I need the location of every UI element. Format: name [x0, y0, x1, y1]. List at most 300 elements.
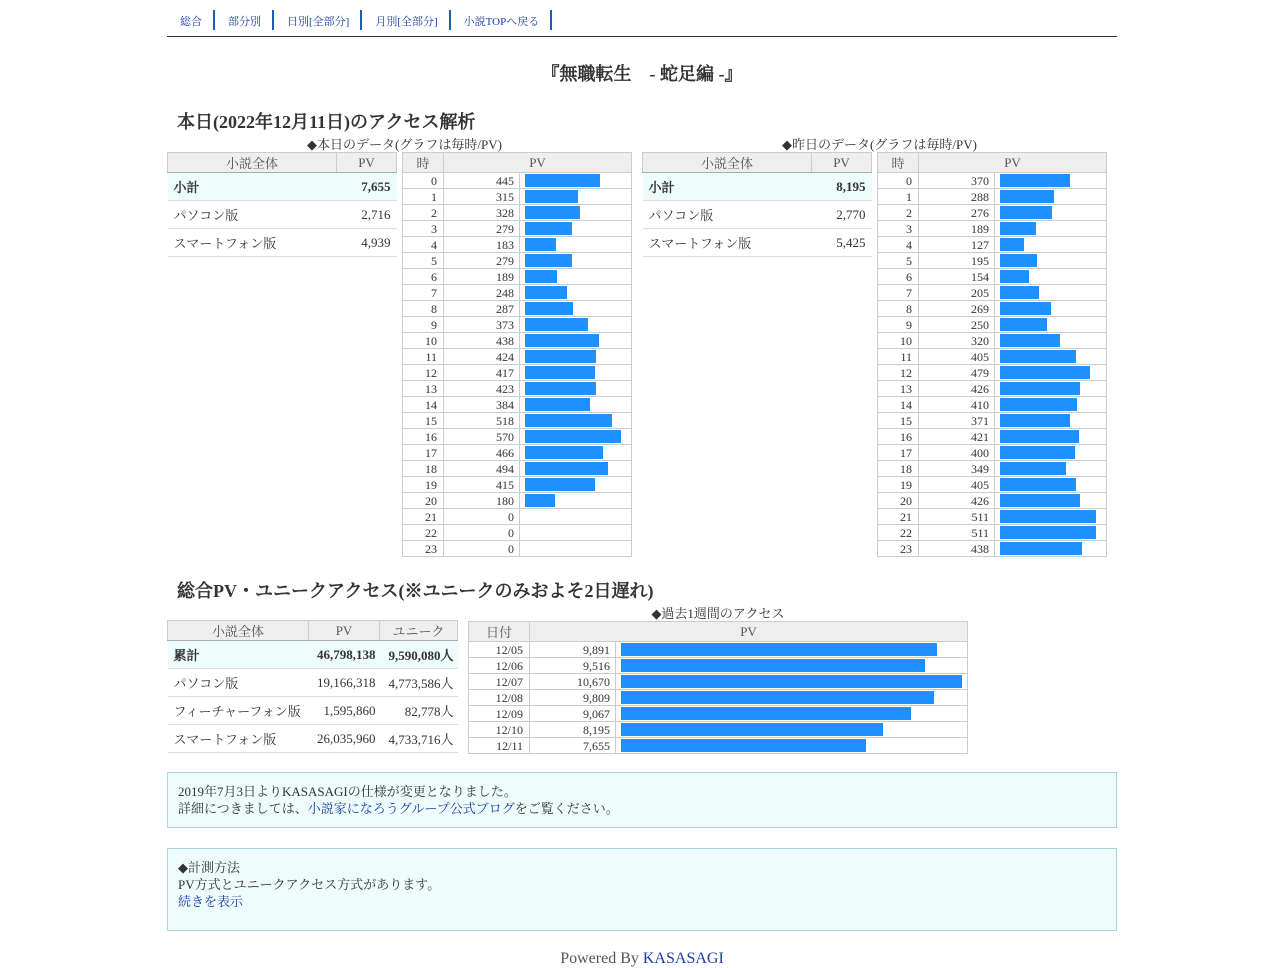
bar-cell: [995, 541, 1107, 557]
pv-bar: [1000, 510, 1096, 523]
hour-cell: 14: [878, 397, 919, 413]
hour-row: [403, 413, 632, 429]
bar-cell: [520, 413, 632, 429]
row-label: スマートフォン版: [168, 725, 309, 753]
hour-row: [878, 381, 1107, 397]
hour-row: [878, 301, 1107, 317]
pv-bar: [525, 334, 599, 347]
hour-row: [878, 365, 1107, 381]
pv-bar: [525, 238, 556, 251]
pv-cell: 423: [444, 381, 520, 397]
row-pv: 2,770: [812, 201, 872, 229]
hour-cell: 10: [403, 333, 444, 349]
hour-cell: 17: [403, 445, 444, 461]
pv-cell: 371: [919, 413, 995, 429]
pv-cell: 269: [919, 301, 995, 317]
pv-bar: [525, 430, 621, 443]
notice-box: [167, 772, 1117, 828]
table-row: [168, 201, 397, 229]
novel-title: 『無職転生 - 蛇足編 -』: [541, 64, 743, 84]
pv-bar: [525, 478, 595, 491]
table-row: [643, 173, 872, 201]
pv-bar: [525, 302, 573, 315]
pv-bar: [1000, 334, 1060, 347]
date-cell: 12/09: [469, 706, 530, 722]
pv-bar: [1000, 302, 1051, 315]
hour-row: [403, 349, 632, 365]
col-header-pv: PV: [337, 153, 397, 173]
hour-row: [878, 461, 1107, 477]
bar-cell: [995, 253, 1107, 269]
pv-bar: [1000, 526, 1096, 539]
bar-cell: [520, 189, 632, 205]
pv-cell: 189: [919, 221, 995, 237]
hour-cell: 2: [403, 205, 444, 221]
hour-row: [878, 237, 1107, 253]
pv-cell: 424: [444, 349, 520, 365]
pv-bar: [525, 446, 603, 459]
hour-cell: 1: [878, 189, 919, 205]
bar-cell: [995, 509, 1107, 525]
row-label: フィーチャーフォン版: [168, 697, 309, 725]
show-more-link[interactable]: 続きを表示: [178, 894, 244, 909]
pv-cell: 320: [919, 333, 995, 349]
hour-row: [878, 509, 1107, 525]
col-header-novel: 小説全体: [168, 153, 337, 173]
pv-cell: 195: [919, 253, 995, 269]
bar-cell: [616, 642, 968, 658]
pv-cell: 511: [919, 525, 995, 541]
notice-text: 詳細につきましては、: [178, 801, 308, 816]
row-label: パソコン版: [643, 201, 812, 229]
week-row: [469, 658, 968, 674]
pv-bar: [1000, 286, 1039, 299]
pv-bar: [1000, 206, 1052, 219]
hour-cell: 21: [878, 509, 919, 525]
hour-cell: 8: [878, 301, 919, 317]
pv-cell: 518: [444, 413, 520, 429]
bar-cell: [995, 237, 1107, 253]
bar-cell: [995, 525, 1107, 541]
pv-cell: 183: [444, 237, 520, 253]
hour-row: [878, 429, 1107, 445]
hour-row: [403, 285, 632, 301]
hour-row: [403, 365, 632, 381]
hour-row: [878, 285, 1107, 301]
hour-row: [878, 541, 1107, 557]
pv-bar: [525, 318, 588, 331]
row-label: 小計: [643, 173, 812, 201]
pv-bar: [1000, 494, 1080, 507]
today-heading: 本日(2022年12月11日)のアクセス解析: [177, 112, 476, 132]
hour-row: [878, 493, 1107, 509]
row-unique: 4,733,716人: [380, 725, 458, 753]
bar-cell: [995, 349, 1107, 365]
nav-overall-link[interactable]: 総合: [167, 10, 215, 30]
pv-cell: 0: [444, 509, 520, 525]
hour-cell: 23: [403, 541, 444, 557]
pv-cell: 154: [919, 269, 995, 285]
hour-row: [878, 269, 1107, 285]
pv-bar: [1000, 190, 1054, 203]
today-caption: ◆本日のデータ(グラフは毎時/PV): [307, 137, 502, 152]
nav-novel-top-link[interactable]: 小説TOPへ戻る: [451, 10, 553, 30]
hour-cell: 13: [403, 381, 444, 397]
pv-cell: 0: [444, 541, 520, 557]
nav-per-part-link[interactable]: 部分別: [215, 10, 274, 30]
bar-cell: [520, 365, 632, 381]
pv-cell: 279: [444, 253, 520, 269]
pv-cell: 250: [919, 317, 995, 333]
bar-cell: [995, 429, 1107, 445]
col-header-hour: 時: [878, 153, 919, 173]
pv-cell: 279: [444, 221, 520, 237]
row-pv: 5,425: [812, 229, 872, 257]
hour-row: [878, 189, 1107, 205]
pv-cell: 400: [919, 445, 995, 461]
pv-cell: 9,516: [530, 658, 616, 674]
pv-bar: [525, 366, 595, 379]
hour-cell: 9: [403, 317, 444, 333]
row-pv: 26,035,960: [309, 725, 380, 753]
pv-bar: [525, 286, 567, 299]
hour-cell: 7: [878, 285, 919, 301]
notice-line: [178, 800, 1106, 817]
pv-cell: 7,655: [530, 738, 616, 754]
pv-cell: 315: [444, 189, 520, 205]
row-unique: 4,773,586人: [380, 669, 458, 697]
hour-cell: 6: [878, 269, 919, 285]
pv-bar: [621, 675, 962, 688]
bar-cell: [520, 301, 632, 317]
bar-cell: [520, 509, 632, 525]
row-pv: 4,939: [337, 229, 397, 257]
hour-cell: 11: [878, 349, 919, 365]
today-summary-table: [167, 152, 397, 257]
pv-cell: 9,809: [530, 690, 616, 706]
total-summary-table: [167, 620, 458, 753]
pv-cell: 349: [919, 461, 995, 477]
col-header-pv: PV: [919, 153, 1107, 173]
hour-cell: 10: [878, 333, 919, 349]
bar-cell: [520, 221, 632, 237]
pv-cell: 438: [919, 541, 995, 557]
hour-cell: 15: [878, 413, 919, 429]
pv-bar: [621, 723, 883, 736]
pv-bar: [1000, 398, 1077, 411]
pv-cell: 570: [444, 429, 520, 445]
hour-cell: 4: [403, 237, 444, 253]
pv-bar: [1000, 430, 1079, 443]
yesterday-caption: ◆昨日のデータ(グラフは毎時/PV): [782, 137, 977, 152]
table-row: [168, 697, 458, 725]
hour-row: [878, 333, 1107, 349]
hour-cell: 23: [878, 541, 919, 557]
nav-monthly-link[interactable]: 月別[全部分]: [362, 10, 450, 30]
col-header-novel: 小説全体: [168, 621, 309, 641]
pv-cell: 445: [444, 173, 520, 189]
week-row: [469, 642, 968, 658]
bar-cell: [995, 221, 1107, 237]
table-row: [168, 173, 397, 201]
notice-line: 2019年7月3日よりKASASAGIの仕様が変更となりました。: [178, 784, 517, 799]
table-row: [168, 669, 458, 697]
hour-cell: 5: [403, 253, 444, 269]
table-row: [643, 229, 872, 257]
row-pv: 8,195: [812, 173, 872, 201]
row-label: 累計: [168, 641, 309, 669]
hour-row: [878, 173, 1107, 189]
bar-cell: [995, 269, 1107, 285]
hour-cell: 7: [403, 285, 444, 301]
hour-cell: 0: [878, 173, 919, 189]
hour-cell: 20: [403, 493, 444, 509]
week-row: [469, 738, 968, 754]
pv-cell: 10,670: [530, 674, 616, 690]
pv-bar: [525, 494, 555, 507]
pv-bar: [621, 739, 866, 752]
hour-row: [403, 237, 632, 253]
yesterday-summary-table: [642, 152, 872, 257]
hour-cell: 19: [878, 477, 919, 493]
hour-row: [403, 493, 632, 509]
bar-cell: [995, 477, 1107, 493]
week-row: [469, 706, 968, 722]
row-label: パソコン版: [168, 201, 337, 229]
col-header-unique: ユニーク: [380, 621, 458, 641]
pv-cell: 494: [444, 461, 520, 477]
row-label: スマートフォン版: [643, 229, 812, 257]
hour-row: [403, 429, 632, 445]
bar-cell: [520, 333, 632, 349]
bar-cell: [520, 525, 632, 541]
week-row: [469, 674, 968, 690]
hour-row: [878, 205, 1107, 221]
pv-cell: 189: [444, 269, 520, 285]
bar-cell: [995, 445, 1107, 461]
pv-bar: [621, 691, 934, 704]
bar-cell: [995, 333, 1107, 349]
row-label: パソコン版: [168, 669, 309, 697]
bar-cell: [616, 722, 968, 738]
hour-row: [403, 333, 632, 349]
pv-bar: [1000, 446, 1075, 459]
pv-cell: 466: [444, 445, 520, 461]
row-pv: 7,655: [337, 173, 397, 201]
bar-cell: [995, 365, 1107, 381]
hour-cell: 0: [403, 173, 444, 189]
bar-cell: [520, 317, 632, 333]
bar-cell: [520, 173, 632, 189]
hour-row: [878, 253, 1107, 269]
hour-row: [878, 349, 1107, 365]
hour-cell: 16: [878, 429, 919, 445]
pv-cell: 8,195: [530, 722, 616, 738]
pv-bar: [1000, 462, 1066, 475]
official-blog-link[interactable]: 小説家になろうグループ公式ブログ: [307, 801, 515, 816]
row-pv: 1,595,860: [309, 697, 380, 725]
hour-row: [878, 477, 1107, 493]
pv-bar: [525, 190, 578, 203]
hour-cell: 5: [878, 253, 919, 269]
table-row: [643, 201, 872, 229]
pv-bar: [1000, 254, 1037, 267]
bar-cell: [995, 461, 1107, 477]
pv-bar: [525, 174, 600, 187]
table-row: [168, 641, 458, 669]
pv-cell: 426: [919, 381, 995, 397]
hour-cell: 22: [878, 525, 919, 541]
pv-bar: [1000, 414, 1070, 427]
week-row: [469, 722, 968, 738]
week-row: [469, 690, 968, 706]
hour-cell: 3: [878, 221, 919, 237]
footer-powered-by: [167, 950, 1117, 968]
pv-bar: [525, 270, 557, 283]
bar-cell: [520, 269, 632, 285]
pv-bar: [621, 707, 911, 720]
hour-row: [403, 173, 632, 189]
col-header-pv: PV: [812, 153, 872, 173]
date-cell: 12/07: [469, 674, 530, 690]
col-header-date: 日付: [469, 622, 530, 642]
hour-row: [878, 317, 1107, 333]
pv-bar: [525, 414, 612, 427]
pv-cell: 9,067: [530, 706, 616, 722]
pv-cell: 426: [919, 493, 995, 509]
row-pv: 46,798,138: [309, 641, 380, 669]
pv-cell: 370: [919, 173, 995, 189]
col-header-novel: 小説全体: [643, 153, 812, 173]
hour-cell: 18: [878, 461, 919, 477]
bar-cell: [995, 493, 1107, 509]
row-unique: 82,778人: [380, 697, 458, 725]
row-unique: 9,590,080人: [380, 641, 458, 669]
date-cell: 12/11: [469, 738, 530, 754]
pv-cell: 479: [919, 365, 995, 381]
pv-bar: [1000, 366, 1090, 379]
hour-row: [878, 445, 1107, 461]
hour-cell: 8: [403, 301, 444, 317]
bar-cell: [520, 253, 632, 269]
pv-cell: 9,891: [530, 642, 616, 658]
bar-cell: [520, 429, 632, 445]
row-pv: 19,166,318: [309, 669, 380, 697]
bar-cell: [520, 445, 632, 461]
bar-cell: [520, 237, 632, 253]
pv-bar: [1000, 238, 1024, 251]
nav-daily-link[interactable]: 日別[全部分]: [274, 10, 362, 30]
bar-cell: [995, 285, 1107, 301]
hour-cell: 17: [878, 445, 919, 461]
hour-cell: 20: [878, 493, 919, 509]
pv-bar: [525, 462, 608, 475]
hour-row: [403, 461, 632, 477]
hour-cell: 12: [878, 365, 919, 381]
top-nav: [167, 10, 552, 30]
pv-cell: 248: [444, 285, 520, 301]
hour-row: [878, 525, 1107, 541]
hour-row: [878, 397, 1107, 413]
hour-row: [403, 509, 632, 525]
pv-cell: 438: [444, 333, 520, 349]
hour-row: [878, 413, 1107, 429]
hour-row: [403, 189, 632, 205]
date-cell: 12/10: [469, 722, 530, 738]
hour-row: [878, 221, 1107, 237]
kasasagi-link[interactable]: KASASAGI: [642, 950, 724, 967]
table-row: [168, 725, 458, 753]
pv-cell: 405: [919, 477, 995, 493]
nav-divider: [167, 36, 1117, 37]
pv-cell: 288: [919, 189, 995, 205]
bar-cell: [520, 461, 632, 477]
pv-bar: [525, 382, 596, 395]
pv-bar: [621, 659, 925, 672]
today-hourly-table: [402, 152, 632, 557]
pv-cell: 328: [444, 205, 520, 221]
pv-cell: 405: [919, 349, 995, 365]
total-heading: 総合PV・ユニークアクセス(※ユニークのみおよそ2日遅れ): [177, 581, 654, 601]
hour-cell: 19: [403, 477, 444, 493]
pv-cell: 415: [444, 477, 520, 493]
hour-cell: 2: [878, 205, 919, 221]
method-title: ◆計測方法: [178, 860, 240, 875]
pv-cell: 410: [919, 397, 995, 413]
footer-prefix: Powered By: [560, 950, 643, 967]
col-header-hour: 時: [403, 153, 444, 173]
pv-cell: 384: [444, 397, 520, 413]
bar-cell: [520, 397, 632, 413]
col-header-pv: PV: [444, 153, 632, 173]
pv-bar: [1000, 382, 1080, 395]
bar-cell: [616, 738, 968, 754]
week-caption: ◆過去1週間のアクセス: [651, 606, 785, 621]
yesterday-hourly-table: [877, 152, 1107, 557]
pv-cell: 205: [919, 285, 995, 301]
bar-cell: [995, 189, 1107, 205]
pv-bar: [1000, 222, 1036, 235]
col-header-pv: PV: [309, 621, 380, 641]
pv-cell: 417: [444, 365, 520, 381]
hour-row: [403, 269, 632, 285]
row-pv: 2,716: [337, 201, 397, 229]
bar-cell: [995, 301, 1107, 317]
hour-cell: 16: [403, 429, 444, 445]
hour-cell: 12: [403, 365, 444, 381]
bar-cell: [616, 658, 968, 674]
pv-cell: 511: [919, 509, 995, 525]
method-box: [167, 848, 1117, 931]
pv-cell: 373: [444, 317, 520, 333]
bar-cell: [995, 381, 1107, 397]
bar-cell: [995, 317, 1107, 333]
bar-cell: [520, 349, 632, 365]
row-label: スマートフォン版: [168, 229, 337, 257]
date-cell: 12/06: [469, 658, 530, 674]
pv-bar: [525, 206, 580, 219]
bar-cell: [616, 690, 968, 706]
hour-cell: 9: [878, 317, 919, 333]
pv-bar: [525, 398, 590, 411]
hour-row: [403, 477, 632, 493]
pv-bar: [525, 350, 596, 363]
pv-cell: 0: [444, 525, 520, 541]
hour-cell: 18: [403, 461, 444, 477]
hour-row: [403, 253, 632, 269]
pv-cell: 421: [919, 429, 995, 445]
hour-cell: 13: [878, 381, 919, 397]
